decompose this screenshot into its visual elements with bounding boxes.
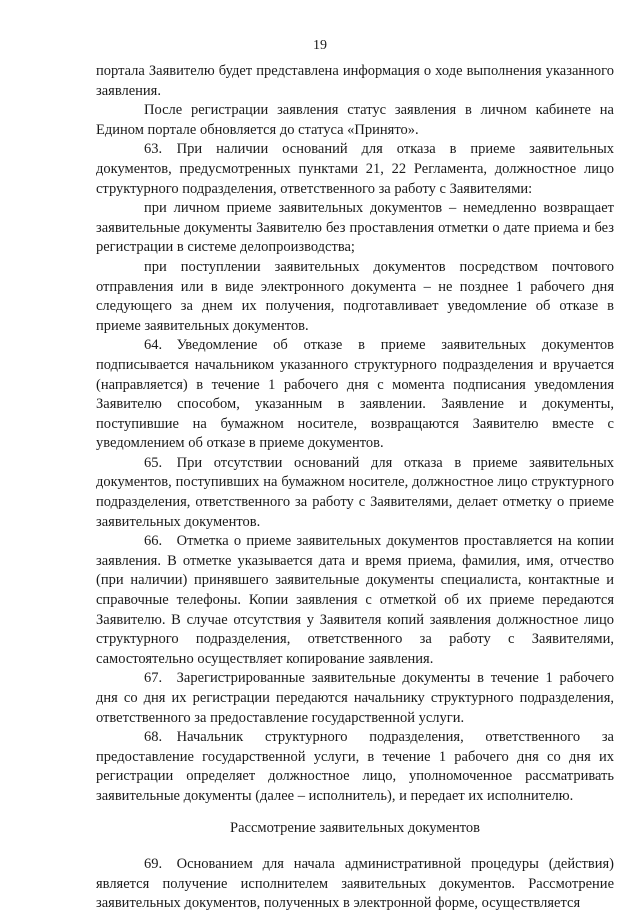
paragraph: при личном приеме заявительных документов – немедленно возвращает заявительные документы Заявителю без проставления отметки о дате приема и без регистрации в системе делопроизводства; bbox=[96, 200, 614, 256]
paragraph: После регистрации заявления статус заявления в личном кабинете на Едином портале обновляется до статуса «Принято». bbox=[96, 102, 614, 138]
paragraph-continuation: портала Заявителю будет представлена информация о ходе выполнения указанного заявления. bbox=[96, 63, 614, 99]
page-number: 19 bbox=[313, 38, 327, 53]
paragraph-66: 66. Отметка о приеме заявительных документов проставляется на копии заявления. В отметке указывается дата и время приема, фамилия, имя, отчество (при наличии) принявшего заявительные документы специалиста, контактные и справочные телефоны. Копии заявления с отметкой об их приеме передаются Заявителю. В случае отсутствия у Заявителя копий заявления должностное лицо структурного подразделения, ответственного за работу с Заявителями, самостоятельно осуществляет копирование заявления. bbox=[96, 533, 614, 667]
paragraph: при поступлении заявительных документов посредством почтового отправления или в виде электронного документа – не позднее 1 рабочего дня следующего за днем их получения, подготавливает уведомление об отказе в приеме заявительных документов. bbox=[96, 258, 614, 334]
paragraph-69: 69. Основанием для начала административной процедуры (действия) является получение исполнителем заявительных документов. Рассмотрение заявительных документов, полученных в электронной форме, осуществляется bbox=[96, 856, 614, 912]
paragraph-68: 68. Начальник структурного подразделения, ответственного за предоставление государственной услуги, в течение 1 рабочего дня со дня их регистрации определяет должностное лицо, уполномоченное рассматривать заявительные документы (далее – исполнитель), и передает их исполнителю. bbox=[96, 729, 614, 804]
section-heading: Рассмотрение заявительных документов bbox=[230, 819, 480, 836]
paragraph-64: 64. Уведомление об отказе в приеме заявительных документов подписывается начальником указанного структурного подразделения и вручается (направляется) в течение 1 рабочего дня с момента подписания уведомления Заявителю способом, указанным в заявлении. Заявление и документы, поступившие на бумажном носителе, возвращаются Заявителю вместе с уведомлением об отказе в приеме документов. bbox=[96, 337, 614, 452]
paragraph-67: 67. Зарегистрированные заявительные документы в течение 1 рабочего дня со дня их регистрации передаются начальнику структурного подразделения, ответственного за предоставление государственной услуги. bbox=[96, 670, 614, 726]
paragraph-65: 65. При отсутствии оснований для отказа в приеме заявительных документов, поступивших на бумажном носителе, должностное лицо структурного подразделения, ответственного за работу с Заявителями, делает отметку о приеме заявительных документов. bbox=[96, 454, 614, 530]
paragraph-63: 63. При наличии оснований для отказа в приеме заявительных документов, предусмотренных пунктами 21, 22 Регламента, должностное лицо структурного подразделения, ответственного за работу с Заявителями: bbox=[96, 141, 614, 197]
page-body bbox=[96, 62, 614, 914]
